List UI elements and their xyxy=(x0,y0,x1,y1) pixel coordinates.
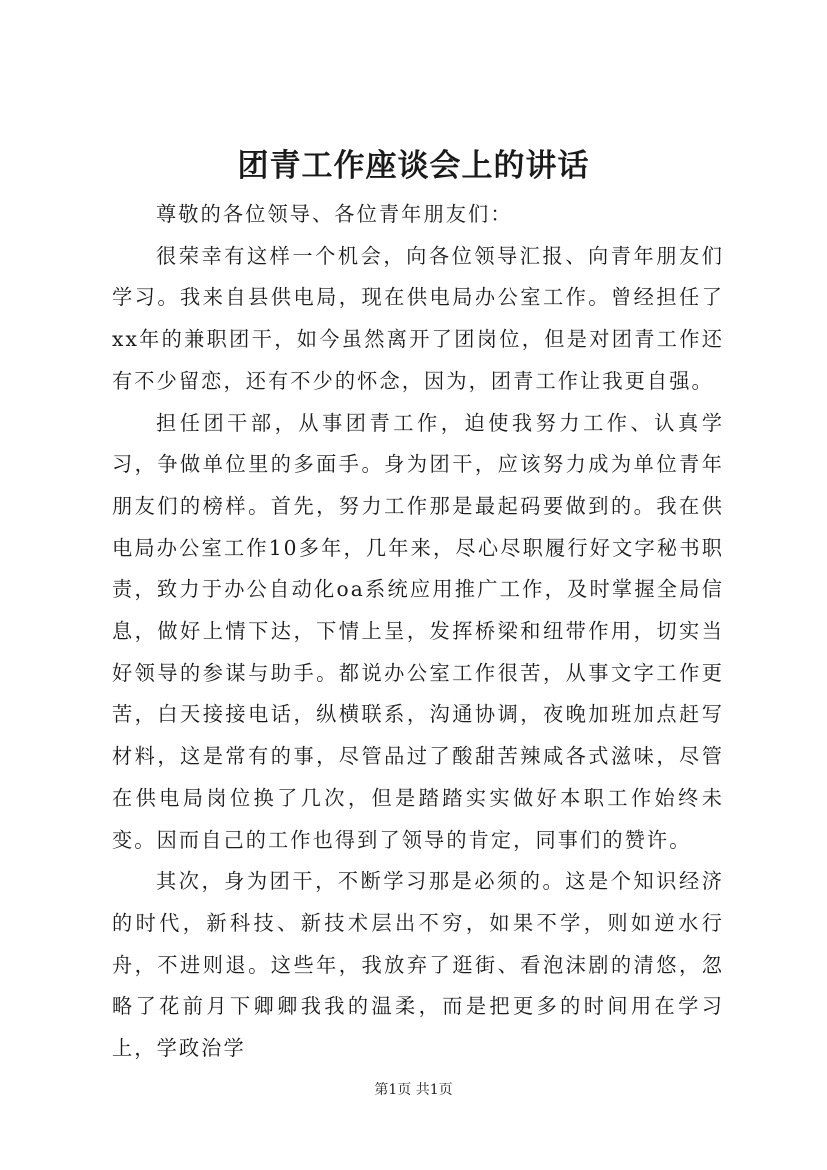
paragraph-2: 担任团干部，从事团青工作，迫使我努力工作、认真学习，争做单位里的多面手。身为团干，应该努力成为单位青年朋友们的榜样。首先，努力工作那是最起码要做到的。我在供电局办公室工作10多年，几年来，尽心尽职履行好文字秘书职责，致力于办公自动化oa系统应用推广工作，及时掌握全局信息，做好上情下达，下情上呈，发挥桥梁和纽带作用，切实当好领导的参谋与助手。都说办公室工作很苦，从事文字工作更苦，白天接接电话，纵横联系，沟通协调，夜晚加班加点赶写材料，这是常有的事，尽管品过了酸甜苦辣咸各式滋味，尽管在供电局岗位换了几次，但是踏踏实实做好本职工作始终未变。因而自己的工作也得到了领导的肯定，同事们的赞许。 xyxy=(112,410,724,852)
document-body xyxy=(112,194,724,1070)
salutation: 尊敬的各位领导、各位青年朋友们： xyxy=(156,202,513,226)
paragraph-1: 很荣幸有这样一个机会，向各位领导汇报、向青年朋友们学习。我来自县供电局，现在供电局办公室工作。曾经担任了xx年的兼职团干，如今虽然离开了团岗位，但是对团青工作还有不少留恋，还有不少的怀念，因为，团青工作让我更自强。 xyxy=(112,243,724,393)
page-number-footer: 第1页 共1页 xyxy=(374,1082,453,1098)
document-title: 团青工作座谈会上的讲话 xyxy=(237,148,590,184)
paragraph-3: 其次，身为团干，不断学习那是必须的。这是个知识经济的时代，新科技、新技术层出不穷，如果不学，则如逆水行舟，不进则退。这些年，我放弃了逛街、看泡沫剧的清悠，忽略了花前月下卿卿我我的温柔，而是把更多的时间用在学习上，学政治学 xyxy=(112,869,724,1061)
